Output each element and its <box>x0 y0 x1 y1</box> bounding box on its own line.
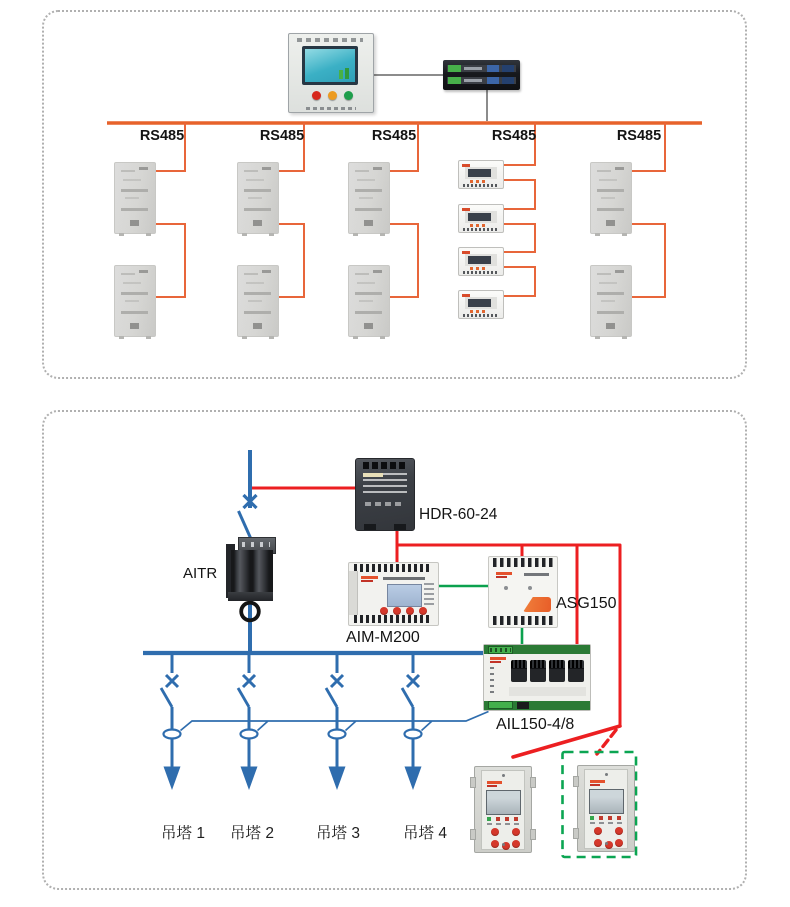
breaker-unit-5a <box>590 162 632 234</box>
psu-label-area <box>363 473 407 493</box>
asg-orange-wedge <box>523 597 551 612</box>
aim-side-plate <box>349 571 358 615</box>
feeder-2-breaker-x-icon <box>243 675 255 687</box>
feeder-1-ct-icon <box>164 730 181 739</box>
rs485-branch-wires <box>154 123 665 297</box>
label-aitr: AITR <box>183 565 218 582</box>
feeder-2-switch-blade-icon <box>238 688 249 707</box>
rs485-label-1: RS485 <box>139 128 185 144</box>
feeder-1-load-arrow-icon <box>164 767 181 791</box>
meter-button <box>491 828 499 836</box>
meter-mount-tab <box>470 829 476 840</box>
label-asg150: ASG150 <box>556 595 617 612</box>
alarm-display-meter-1 <box>474 766 532 853</box>
meter-mount-tab <box>530 777 536 788</box>
ail-top-terminal-block <box>488 646 513 654</box>
feeder-2-load-arrow-icon <box>241 767 258 791</box>
acrel-logo <box>487 781 502 787</box>
monitor-footer-text <box>306 107 356 110</box>
rs485-label-5: RS485 <box>616 128 662 144</box>
breaker-unit-2b <box>237 265 279 337</box>
breaker-unit-1b <box>114 265 156 337</box>
aim-button-4 <box>419 607 427 615</box>
din-meter-2 <box>458 204 504 233</box>
feeder-4-load-arrow-icon <box>405 767 422 791</box>
din-meter-4 <box>458 290 504 319</box>
aim-button-1 <box>380 607 388 615</box>
ct-secondary-wire <box>181 712 489 731</box>
gateway-touchscreen-monitor <box>288 33 374 113</box>
meter-button <box>615 839 623 847</box>
feeder-3-breaker-x-icon <box>331 675 343 687</box>
insulation-monitor-aim-m200 <box>348 562 439 626</box>
rs485-label-3: RS485 <box>371 128 417 144</box>
meter-face <box>584 769 628 849</box>
rs485-branch-3 <box>388 123 418 297</box>
screw-icon <box>502 774 505 777</box>
aim-bottom-terminals <box>354 615 432 623</box>
feeder-1-switch-blade-icon <box>161 688 172 707</box>
feeder-4-breaker-x-icon <box>407 675 419 687</box>
din-meter-3 <box>458 247 504 276</box>
psu-din-feet <box>356 523 414 530</box>
asg-indicator-1 <box>504 586 508 590</box>
meter-button <box>512 828 520 836</box>
rs485-branch-5 <box>630 123 665 297</box>
meter-button <box>594 839 602 847</box>
ail-ct-block-2 <box>530 660 546 682</box>
meter-led-row <box>590 816 622 820</box>
label-ail150: AIL150-4/8 <box>496 716 575 733</box>
meter-button <box>594 827 602 835</box>
meter-mount-tab <box>573 776 579 787</box>
monitor-yellow-button <box>328 91 337 100</box>
feeder-3-ct-icon <box>329 730 346 739</box>
aim-indicator-grid <box>424 583 434 605</box>
rs485-branch-1 <box>154 123 185 297</box>
psu-hdr-60-24 <box>355 458 415 531</box>
label-aim-m200: AIM-M200 <box>346 629 420 646</box>
rs485-label-4: RS485 <box>491 128 537 144</box>
meter-lcd <box>486 790 521 815</box>
feeder-4-switch-blade-icon <box>402 688 413 707</box>
meter-button <box>615 827 623 835</box>
meter-mount-tab <box>573 828 579 839</box>
ail-led-column <box>490 667 494 695</box>
asg-bottom-terminals <box>493 616 553 625</box>
monitor-screen <box>302 46 358 85</box>
fault-locator-ail150 <box>483 644 591 711</box>
meter-mount-tab <box>470 777 476 788</box>
screw-icon <box>605 773 608 776</box>
meter-face <box>481 770 525 850</box>
breaker-unit-1a <box>114 162 156 234</box>
ail-ct-block-3 <box>549 660 565 682</box>
asg-top-terminals <box>493 558 553 567</box>
acrel-logo <box>496 572 512 578</box>
transformer-aitr <box>226 537 275 601</box>
meter-led-labels <box>590 822 622 824</box>
ail-bottom-connector <box>517 702 529 709</box>
ail-lower-band <box>509 687 586 696</box>
monitor-graphic <box>339 68 350 79</box>
breaker-unit-3a <box>348 162 390 234</box>
feeder-1-breaker-x-icon <box>166 675 178 687</box>
breaker-unit-3b <box>348 265 390 337</box>
incoming-switch-blade-icon <box>239 511 252 539</box>
monitor-display <box>305 49 355 82</box>
rs485-branch-4 <box>502 123 535 296</box>
aim-button-3 <box>406 607 414 615</box>
rs485-branch-2 <box>277 123 304 297</box>
meter-button <box>491 840 499 848</box>
aim-lcd-display <box>387 584 422 607</box>
breaker-unit-2a <box>237 162 279 234</box>
acrel-logo <box>361 576 378 582</box>
meter-led-labels <box>487 823 519 825</box>
aim-top-terminals <box>354 564 432 572</box>
monitor-title-strip <box>297 38 363 42</box>
monitor-red-button <box>312 91 321 100</box>
feeder-2-ct-icon <box>241 730 258 739</box>
meter-led-row <box>487 817 519 821</box>
label-hdr-60-24: HDR-60-24 <box>419 506 498 523</box>
load-label-1: 吊塔 1 <box>161 825 205 842</box>
feeder-3-load-arrow-icon <box>329 767 346 791</box>
signal-generator-asg150 <box>488 556 558 628</box>
meter-mount-tab <box>530 829 536 840</box>
acrel-logo <box>490 657 506 663</box>
alarm-display-meter-2-optional <box>577 765 635 852</box>
transformer-coils <box>231 550 273 594</box>
ail-bottom-terminal-block <box>488 701 513 709</box>
feeder-4-ct-icon <box>405 730 422 739</box>
din-meter-1 <box>458 160 504 189</box>
ail-ct-block-1 <box>511 660 527 682</box>
psu-cert-marks <box>365 499 405 509</box>
load-label-3: 吊塔 3 <box>316 825 360 842</box>
load-label-2: 吊塔 2 <box>230 825 274 842</box>
screw-icon <box>605 842 608 845</box>
aim-button-2 <box>393 607 401 615</box>
asg-model-text <box>524 573 549 576</box>
acrel-logo <box>590 780 605 786</box>
network-switch <box>443 60 520 90</box>
breaker-unit-5b <box>590 265 632 337</box>
asg-indicator-2 <box>528 586 532 590</box>
aim-model-text <box>383 577 425 580</box>
meter-button <box>512 840 520 848</box>
rs485-label-2: RS485 <box>259 128 305 144</box>
psu-terminals <box>363 462 408 469</box>
meter-lcd <box>589 789 624 814</box>
ail-ct-block-4 <box>568 660 584 682</box>
feeder-3-switch-blade-icon <box>326 688 337 707</box>
load-label-4: 吊塔 4 <box>403 825 447 842</box>
screw-icon <box>502 843 505 846</box>
monitor-green-button <box>344 91 353 100</box>
switch-port-row-2 <box>447 77 516 84</box>
transformer-base <box>228 592 273 601</box>
switch-port-row-1 <box>447 65 516 72</box>
